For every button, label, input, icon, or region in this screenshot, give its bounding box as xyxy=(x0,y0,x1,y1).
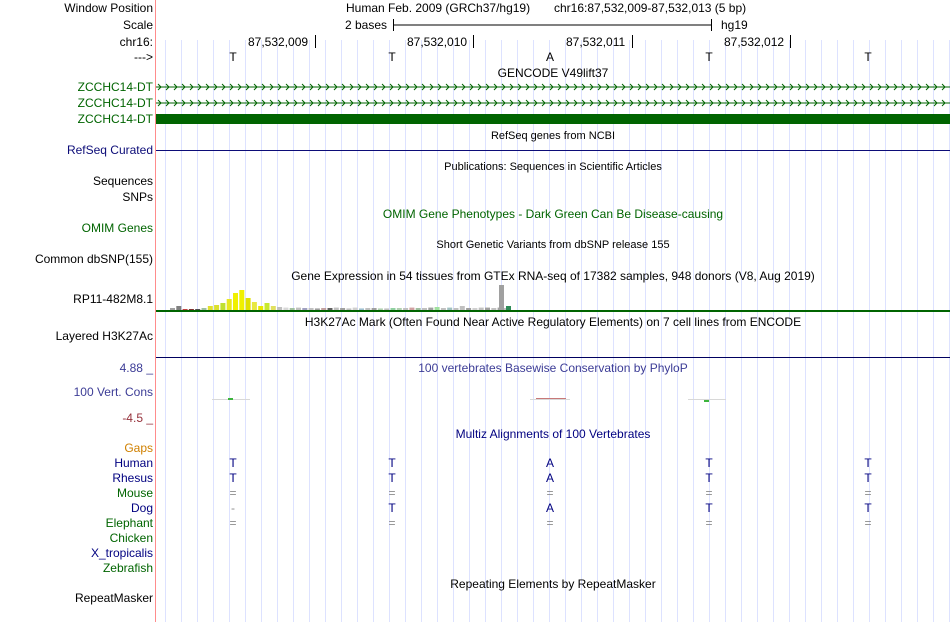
phylop-score-bar xyxy=(228,398,233,400)
species-label-mouse[interactable]: Mouse xyxy=(116,486,153,500)
sequence-base-5: T xyxy=(864,50,872,64)
gtex-tissue-bar xyxy=(416,308,421,310)
gtex-tissue-bar xyxy=(365,308,370,310)
gtex-tissue-bar xyxy=(479,308,484,310)
gtex-tissue-bar xyxy=(233,293,238,310)
sequence-base-1: T xyxy=(229,50,237,64)
gtex-tissue-bar xyxy=(277,307,282,310)
alignment-base: A xyxy=(545,471,554,485)
alignment-base: = xyxy=(546,516,554,530)
gtex-tissue-bar xyxy=(346,308,351,310)
alignment-base: T xyxy=(864,501,872,515)
gtex-tissue-bar xyxy=(485,308,490,310)
coord-label-3: 87,532,011 xyxy=(566,35,626,49)
track-label-common-dbsnp[interactable]: Common dbSNP(155) xyxy=(34,252,153,266)
phylop-track-title[interactable]: 100 vertebrates Basewise Conservation by PhyloP xyxy=(418,361,688,375)
gtex-tissue-bar xyxy=(315,308,320,310)
gtex-tissue-bar xyxy=(403,308,408,310)
alignment-base: T xyxy=(388,471,396,485)
scale-db: hg19 xyxy=(721,18,748,32)
gtex-tissue-bar xyxy=(506,306,511,310)
gtex-tissue-bar xyxy=(252,302,257,310)
alignment-base: T xyxy=(705,456,713,470)
alignment-base: - xyxy=(231,501,235,515)
gtex-tissue-bar xyxy=(334,308,339,310)
scale-text: 2 bases xyxy=(345,18,388,32)
strand-arrow[interactable]: ---> xyxy=(134,50,153,64)
alignment-base: = xyxy=(864,516,872,530)
refseq-track-title[interactable]: RefSeq genes from NCBI xyxy=(490,130,616,142)
alignment-base: T xyxy=(864,456,872,470)
alignment-base: T xyxy=(229,471,237,485)
gtex-tissue-bar xyxy=(176,306,181,310)
gtex-tissue-bar xyxy=(409,308,414,310)
sequence-base-4: T xyxy=(705,50,713,64)
gtex-tissue-bar xyxy=(422,308,427,310)
gtex-tissue-bar xyxy=(183,309,188,310)
species-label-zebrafish[interactable]: Zebrafish xyxy=(102,561,153,575)
species-label-dog[interactable]: Dog xyxy=(130,501,153,515)
gencode-exon-block xyxy=(156,114,950,124)
alignment-base: T xyxy=(864,471,872,485)
gtex-tissue-bar xyxy=(447,308,452,310)
alignment-base: A xyxy=(545,501,554,515)
gtex-tissue-bar xyxy=(428,308,433,310)
gtex-tissue-bar xyxy=(384,308,389,310)
phylop-max-value: 4.88 _ xyxy=(119,361,153,375)
species-label-human[interactable]: Human xyxy=(114,456,153,470)
gtex-tissue-bar xyxy=(309,308,314,310)
gtex-tissue-bar xyxy=(340,308,345,310)
gtex-tissue-bar xyxy=(441,308,446,310)
omim-track-title[interactable]: OMIM Gene Phenotypes - Dark Green Can Be Disease-causing xyxy=(382,207,724,221)
gtex-tissue-bar xyxy=(283,308,288,310)
gtex-tissue-bar xyxy=(258,306,263,310)
gtex-tissue-bar xyxy=(271,306,276,310)
gtex-tissue-bar xyxy=(239,290,244,310)
coord-label-1: 87,532,009 xyxy=(248,35,309,49)
coord-label-2: 87,532,010 xyxy=(407,35,468,49)
alignment-base: = xyxy=(546,486,554,500)
alignment-base: T xyxy=(705,471,713,485)
phylop-min-value: -4.5 _ xyxy=(122,411,153,425)
chromosome-label: chr16: xyxy=(119,35,153,49)
track-label-layered-h3k27ac[interactable]: Layered H3K27Ac xyxy=(55,329,153,343)
track-label-refseq-curated[interactable]: RefSeq Curated xyxy=(66,143,153,157)
alignment-base: T xyxy=(388,501,396,515)
gtex-tissue-bar xyxy=(265,303,270,310)
gtex-tissue-bar xyxy=(391,308,396,310)
coord-label-4: 87,532,012 xyxy=(724,35,785,49)
track-label-gaps[interactable]: Gaps xyxy=(124,441,153,455)
gtex-tissue-bar xyxy=(189,309,194,310)
gtex-tissue-bar xyxy=(454,308,459,310)
gtex-tissue-bar xyxy=(220,303,225,310)
gtex-tissue-bar xyxy=(227,299,232,310)
species-label-rhesus[interactable]: Rhesus xyxy=(112,471,153,485)
gtex-tissue-bar xyxy=(353,308,358,310)
track-label-repeatmasker[interactable]: RepeatMasker xyxy=(74,591,153,605)
publications-track-title[interactable]: Publications: Sequences in Scientific Articles xyxy=(444,161,662,173)
track-label-zcchc14-dt-3[interactable]: ZCCHC14-DT xyxy=(77,112,153,126)
alignment-base: T xyxy=(388,456,396,470)
gtex-tissue-bar xyxy=(195,309,200,310)
track-label-zcchc14-dt-2[interactable]: ZCCHC14-DT xyxy=(77,96,153,110)
alignment-base: T xyxy=(705,501,713,515)
phylop-score-bar xyxy=(704,400,709,402)
alignment-base: = xyxy=(388,516,396,530)
species-label-elephant[interactable]: Elephant xyxy=(105,516,153,530)
sequence-base-3: A xyxy=(545,50,554,64)
gtex-tissue-bar xyxy=(296,308,301,310)
gtex-tissue-bar xyxy=(499,285,504,310)
alignment-base: = xyxy=(388,486,396,500)
gtex-tissue-bar xyxy=(378,308,383,310)
gtex-tissue-bar xyxy=(372,308,377,310)
h3k27ac-track-title[interactable]: H3K27Ac Mark (Often Found Near Active Regulatory Elements) on 7 cell lines from ENCODE xyxy=(304,315,802,329)
gtex-tissue-bar xyxy=(208,306,213,310)
gtex-tissue-bar xyxy=(202,308,207,310)
gtex-tissue-bar xyxy=(302,308,307,310)
window-position-label: Window Position xyxy=(64,1,153,15)
gtex-tissue-bar xyxy=(472,308,477,310)
gtex-tissue-bar xyxy=(491,308,496,310)
gtex-tissue-bar xyxy=(246,298,251,310)
track-label-gtex-gene[interactable]: RP11-482M8.1 xyxy=(73,292,153,306)
position-title: chr16:87,532,009-87,532,013 (5 bp) xyxy=(554,1,747,15)
track-label-sequences[interactable]: Sequences xyxy=(92,174,153,188)
alignment-base: = xyxy=(229,486,237,500)
alignment-base: = xyxy=(705,516,713,530)
gtex-tissue-bar xyxy=(170,308,175,310)
track-label-snps[interactable]: SNPs xyxy=(122,190,153,204)
track-label-100-vert-cons[interactable]: 100 Vert. Cons xyxy=(73,385,153,399)
alignment-base: A xyxy=(545,456,554,470)
track-label-zcchc14-dt-1[interactable]: ZCCHC14-DT xyxy=(77,80,153,94)
dbsnp-track-title[interactable]: Short Genetic Variants from dbSNP release 155 xyxy=(436,239,670,251)
gtex-tissue-bar xyxy=(359,308,364,310)
alignment-base: = xyxy=(705,486,713,500)
gtex-tissue-bar xyxy=(435,307,440,310)
gtex-tissue-bar xyxy=(328,308,333,310)
species-label-x-tropicalis[interactable]: X_tropicalis xyxy=(90,546,153,560)
gtex-tissue-bar xyxy=(290,308,295,310)
repeatmasker-track-title[interactable]: Repeating Elements by RepeatMasker xyxy=(450,577,656,591)
gtex-tissue-bar xyxy=(321,308,326,310)
gtex-tissue-bar xyxy=(466,308,471,310)
species-label-chicken[interactable]: Chicken xyxy=(109,531,153,545)
track-label-omim-genes[interactable]: OMIM Genes xyxy=(81,221,153,235)
alignment-base: = xyxy=(864,486,872,500)
assembly-title: Human Feb. 2009 (GRCh37/hg19) xyxy=(346,1,531,15)
gtex-tissue-bar xyxy=(397,308,402,310)
sequence-base-2: T xyxy=(388,50,396,64)
alignment-base: = xyxy=(229,516,237,530)
gtex-track-title[interactable]: Gene Expression in 54 tissues from GTEx RNA-seq of 17382 samples, 948 donors (V8, Aug 2019) xyxy=(291,269,815,283)
gtex-tissue-bar xyxy=(214,305,219,310)
gencode-track-title[interactable]: GENCODE V49lift37 xyxy=(497,66,609,80)
gtex-tissue-bar xyxy=(460,306,465,310)
scale-label: Scale xyxy=(122,18,153,32)
alignment-base: T xyxy=(229,456,237,470)
phylop-score-bar xyxy=(536,398,566,399)
multiz-track-title[interactable]: Multiz Alignments of 100 Vertebrates xyxy=(455,427,651,441)
